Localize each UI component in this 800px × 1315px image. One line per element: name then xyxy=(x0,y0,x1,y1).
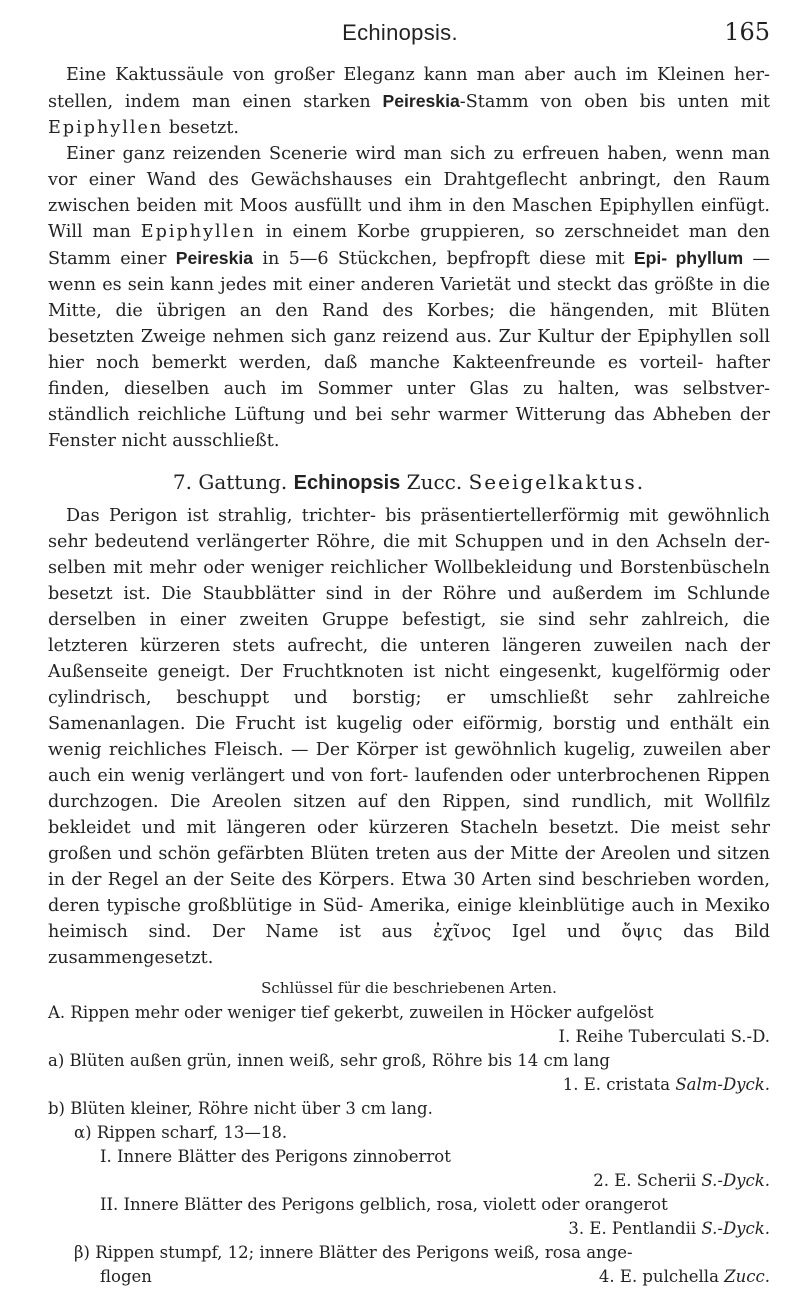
emphasized-term: Epiphyllen xyxy=(140,222,257,242)
section-number: 7. Gattung. xyxy=(172,470,288,494)
identification-key xyxy=(48,1001,770,1289)
key-line: α) Rippen scharf, 13—18. xyxy=(74,1123,288,1142)
emphasized-term: Epiphyllen xyxy=(48,118,164,138)
paragraph-scenerie xyxy=(48,141,770,454)
page-body xyxy=(48,62,770,1289)
key-species xyxy=(48,1217,770,1241)
section-heading xyxy=(48,468,770,497)
genus-description: Das Perigon ist strahlig, trichter- bis präsentiertellerförmig mit gewöhnlich sehr bedeutend verlängerter Röhre, die mit Schuppen und in den Achseln der- selben mit mehr oder weniger reichlicher Wollbekleidung und Borstenbüscheln besetzt ist. Die Staubblätter sind in der Röhre und außerdem im Schlunde derselben in einer zweiten Gruppe befestigt, sie sind sehr zahlreich, die letzteren kürzeren stets aufrecht, die unteren längeren zuweilen nach der Außenseite geneigt. Der Fruchtknoten ist nicht eingesenkt, kugelförmig oder cylindrisch, beschuppt und borstig; er umschließt sehr zahlreiche Samenanlagen. Die Frucht ist kugelig oder eiförmig, borstig und enthält ein wenig reichliches Fleisch. — Der Körper ist gewöhnlich kugelig, zuweilen aber auch ein wenig verlängert und von fort- laufenden oder unterbrochenen Rippen durchzogen. Die Areolen sitzen auf den Rippen, sind rundlich, mit Wollfilz bekleidet und mit längeren oder kürzeren Stacheln besetzt. Die meist sehr großen und schön gefärbten Blüten treten aus der Mitte der Areolen und sitzen in der Regel an der Seite des Körpers. Etwa 30 Arten sind beschrieben worden, deren typische großblütige in Süd- Amerika, einige kleinblütige auch in Mexiko heimisch sind. Der Name ist aus ἐχῖνος Igel und ὄψις das Bild zusammengesetzt. xyxy=(48,506,770,968)
section-author: Zucc. xyxy=(406,470,463,494)
key-line: a) Blüten außen grün, innen weiß, sehr groß, Röhre bis 14 cm lang xyxy=(48,1051,610,1070)
species-name: 4. E. pulchella xyxy=(598,1267,719,1286)
key-species xyxy=(48,1073,770,1097)
text-run: in einem Korbe gruppieren, so zerschneidet man den Stamm einer xyxy=(48,222,771,269)
species-author: S.-Dyck. xyxy=(701,1171,770,1190)
page-number: 165 xyxy=(724,18,770,46)
section-common-name: Seeigelkaktus. xyxy=(468,470,646,494)
key-line: A. Rippen mehr oder weniger tief gekerbt, zuweilen in Höcker aufgelöst xyxy=(48,1003,654,1022)
key-species xyxy=(48,1265,770,1289)
running-title: Echinopsis. xyxy=(342,20,458,45)
genus-name: Peireskia xyxy=(382,91,460,111)
key-title: Schlüssel für die beschriebenen Arten. xyxy=(261,979,557,997)
key-line: II. Innere Blätter des Perigons gelblich, rosa, violett oder orangerot xyxy=(100,1195,668,1214)
page-header xyxy=(0,14,800,50)
key-line: I. Innere Blätter des Perigons zinnoberrot xyxy=(100,1147,451,1166)
genus-name: Peireskia xyxy=(175,248,254,268)
paragraph-kaktussaeule xyxy=(48,62,770,141)
key-line: I. Reihe Tuberculati S.-D. xyxy=(558,1027,770,1046)
species-name: 1. E. cristata xyxy=(562,1075,671,1094)
text-run: in 5—6 Stückchen, bepfropft diese mit xyxy=(253,249,634,269)
genus-name: Epi- phyllum xyxy=(633,248,744,268)
key-line: b) Blüten kleiner, Röhre nicht über 3 cm lang. xyxy=(48,1099,433,1118)
text-run: — wenn es sein kann jedes mit einer anderen Varietät und steckt das größte in die Mitte, die übrigen an den Rand des Korbes; die hängenden, mit Blüten besetzten Zweige nehmen sich ganz reizend aus. Zur Kultur der Epiphyllen soll hier noch bemerkt werden, daß manche Kakteenfreunde es vorteil- hafter finden, dieselben auch im Sommer unter Glas zu halten, was selbstver- ständlich reichliche Lüftung und bei sehr warmer Witterung das Abheben der Fenster nicht ausschließt. xyxy=(48,249,771,451)
section-genus: Echinopsis xyxy=(293,472,401,494)
species-author: Salm-Dyck. xyxy=(675,1075,770,1094)
species-name: 2. E. Scherii xyxy=(593,1171,697,1190)
text-run: -Stamm von oben bis unten mit xyxy=(459,92,770,112)
species-author: S.-Dyck. xyxy=(701,1219,770,1238)
text-run: besetzt. xyxy=(163,118,239,138)
text-run: Eine Kaktussäule von großer Eleganz kann man aber auch im Kleinen her- stellen, indem man einen starken xyxy=(48,65,770,112)
key-line: β) Rippen stumpf, 12; innere Blätter des Perigons weiß, rosa ange- xyxy=(74,1243,633,1262)
species-author: Zucc. xyxy=(724,1267,770,1286)
species-name: 3. E. Pentlandii xyxy=(568,1219,697,1238)
key-species xyxy=(48,1169,770,1193)
text-run: Einer ganz reizenden Scenerie wird man sich zu erfreuen haben, wenn man vor einer Wand des Gewächshauses ein Drahtgeflecht anbringt, den Raum zwischen beiden mit Moos ausfüllt und ihm in den Maschen Epiphyllen einfügt. Will man xyxy=(48,144,770,242)
key-line-continuation: flogen xyxy=(100,1267,152,1286)
